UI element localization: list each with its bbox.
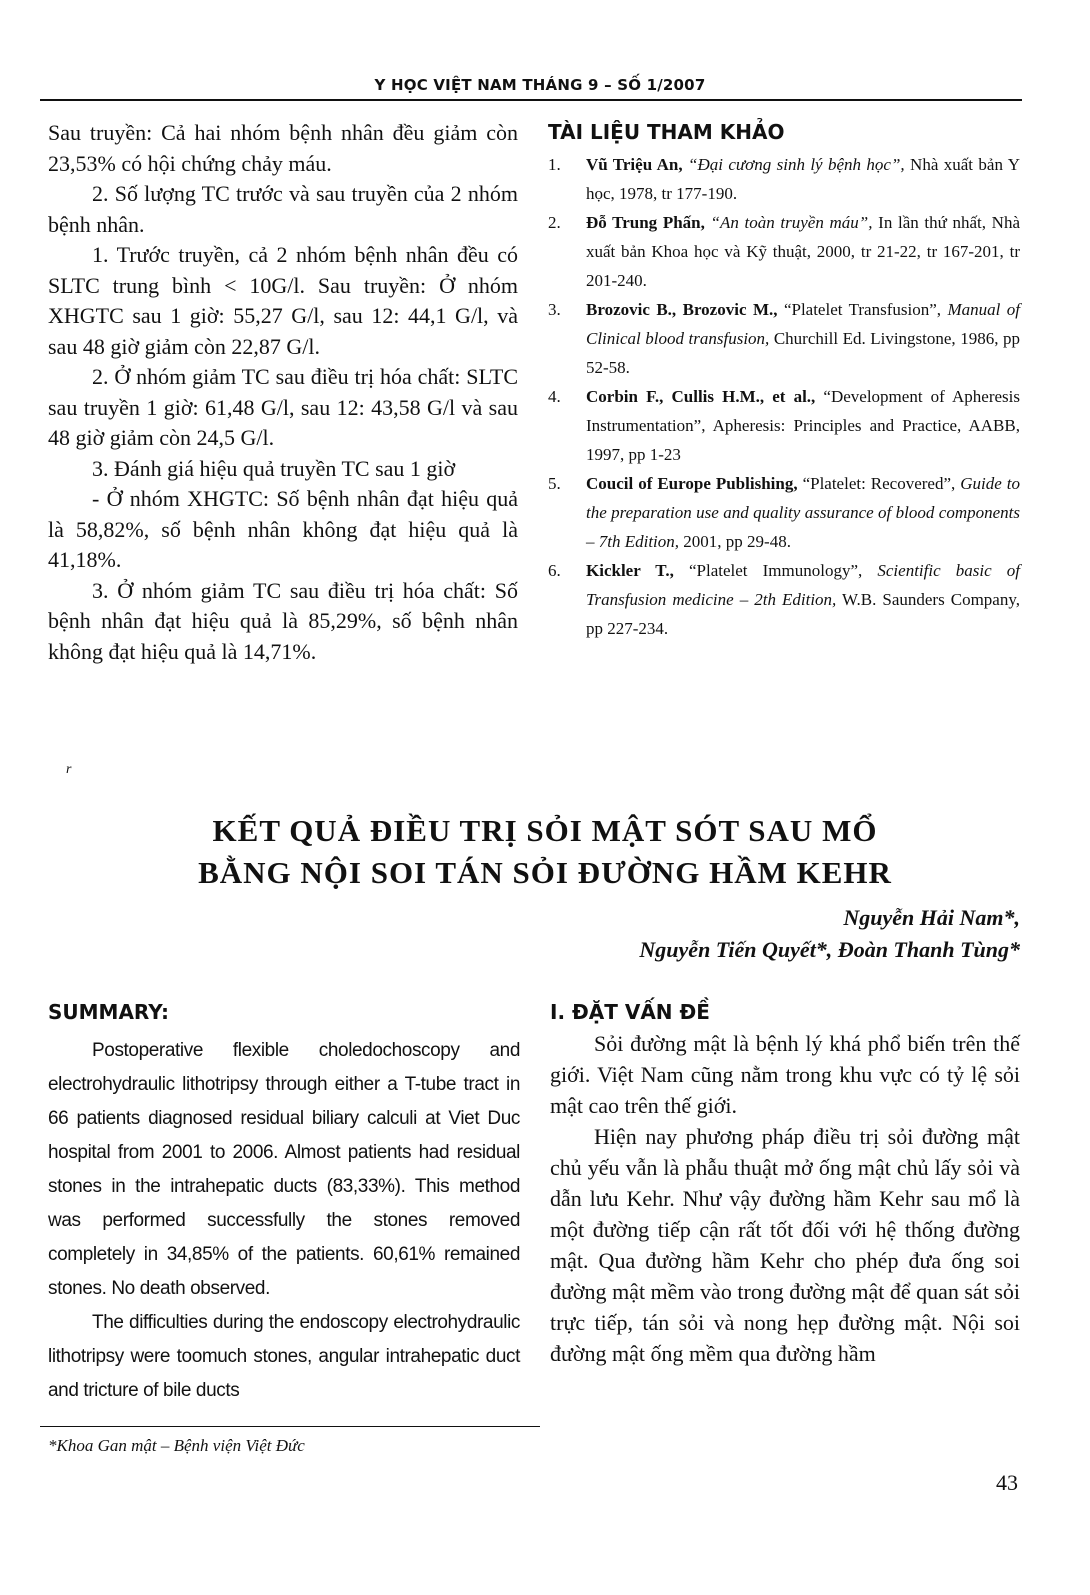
reference-number: 2. <box>548 213 561 232</box>
reference-item <box>548 295 1020 382</box>
reference-article: “Development of Apheresis Instrumentation”, Apheresis: Principles and Practice, AABB, 1997, pp 1-23 <box>586 387 1020 464</box>
reference-item <box>548 208 1020 295</box>
reference-title: Guide to the preparation use and quality assurance of blood components – 7th Edition, <box>586 474 1020 551</box>
reference-number: 3. <box>548 300 561 319</box>
reference-details: W.B. Saunders Company, pp 227-234. <box>586 590 1020 638</box>
results-paragraph: Sau truyền: Cả hai nhóm bệnh nhân đều giảm còn 23,53% có hội chứng chảy máu. <box>48 120 518 176</box>
reference-item <box>548 382 1020 469</box>
results-paragraph: 3. Đánh giá hiệu quả truyền TC sau 1 giờ <box>92 455 456 481</box>
reference-number: 4. <box>548 387 561 406</box>
reference-author: Vũ Triệu An, <box>586 155 683 174</box>
footnote: *Khoa Gan mật – Bệnh viện Việt Đức <box>48 1436 305 1455</box>
reference-title: Manual of Clinical blood transfusion, <box>586 300 1021 348</box>
reference-author: Đỗ Trung Phấn, <box>586 213 705 232</box>
references-section <box>548 120 1020 643</box>
reference-article: “Platelet Immunology”, <box>673 561 878 580</box>
introduction-heading: I. ĐẶT VẤN ĐỀ <box>550 1000 710 1024</box>
reference-details: In lần thứ nhất, Nhà xuất bản Khoa học và Kỹ thuật, 2000, tr 21-22, tr 167-201, tr 201-240. <box>586 213 1021 290</box>
footnote-rule <box>40 1426 540 1427</box>
reference-title: Scientific basic of Transfusion medicine – 2th Edition, <box>586 561 1020 609</box>
reference-article: “Platelet Transfusion”, <box>777 300 948 319</box>
author-line: Nguyễn Hải Nam*, <box>843 905 1020 930</box>
reference-number: 5. <box>548 474 561 493</box>
reference-details: Churchill Ed. Livingstone, 1986, pp 52-58. <box>586 329 1020 377</box>
results-column <box>48 118 518 667</box>
reference-details: Nhà xuất bản Y học, 1978, tr 177-190. <box>586 155 1020 203</box>
reference-item <box>548 150 1020 208</box>
reference-author: Coucil of Europe Publishing, <box>586 474 798 493</box>
summary-section <box>48 1000 520 1408</box>
results-paragraph: 3. Ở nhóm giảm TC sau điều trị hóa chất: Số bệnh nhân đạt hiệu quả là 85,29%, số bệnh nhân không đạt hiệu quả là 14,71%. <box>48 577 518 664</box>
reference-article: “Platelet: Recovered”, <box>797 474 961 493</box>
reference-author: Brozovic B., Brozovic M., <box>586 300 778 319</box>
reference-title: “An toàn truyền máu”, <box>710 213 873 232</box>
article-title-line: BẰNG NỘI SOI TÁN SỎI ĐƯỜNG HẦM KEHR <box>198 855 892 890</box>
reference-author: Corbin F., Cullis H.M., et al., <box>586 387 816 406</box>
results-paragraph: 1. Trước truyền, cả 2 nhóm bệnh nhân đều có SLTC trung bình < 10G/l. Sau truyền: Ở nhóm XHGTC sau 1 giờ: 55,27 G/l, sau 12: 44,1 G/l, và sau 48 giờ giảm còn 22,87 G/l. <box>48 242 518 359</box>
references-list <box>548 150 1020 643</box>
article-title <box>80 810 1010 894</box>
reference-number: 1. <box>548 155 561 174</box>
introduction-section <box>550 1000 1020 1369</box>
reference-title: “Đại cương sinh lý bệnh học”, <box>687 155 905 174</box>
results-paragraph: 2. Ở nhóm giảm TC sau điều trị hóa chất: SLTC sau truyền 1 giờ: 61,48 G/l, sau 12: 43,58 G/l và sau 48 giờ giảm còn 24,5 G/l. <box>48 364 518 450</box>
reference-item <box>548 556 1020 643</box>
results-paragraph: - Ở nhóm XHGTC: Số bệnh nhân đạt hiệu quả là 58,82%, số bệnh nhân không đạt hiệu quả là 41,18%. <box>48 486 518 572</box>
summary-heading: SUMMARY: <box>48 1000 169 1024</box>
reference-details: 2001, pp 29-48. <box>679 532 791 551</box>
running-header: Y HỌC VIỆT NAM THÁNG 9 – SỐ 1/2007 <box>374 76 706 94</box>
article-authors <box>420 902 1020 966</box>
page-number: 43 <box>996 1470 1018 1495</box>
summary-paragraph: The difficulties during the endoscopy electrohydraulic lithotripsy were toomuch stones, angular intrahepatic duct and tricture of bile ducts <box>48 1312 520 1401</box>
header-rule <box>40 99 1022 101</box>
article-title-line: KẾT QUẢ ĐIỀU TRỊ SỎI MẬT SÓT SAU MỔ <box>212 813 878 848</box>
reference-item <box>548 469 1020 556</box>
references-heading: TÀI LIỆU THAM KHẢO <box>548 120 785 144</box>
reference-author: Kickler T., <box>586 561 674 580</box>
author-line: Nguyễn Tiến Quyết*, Đoàn Thanh Tùng* <box>639 937 1020 962</box>
introduction-paragraph: Hiện nay phương pháp điều trị sỏi đường mật chủ yếu vẫn là phẫu thuật mở ống mật chủ lấy sỏi và dẫn lưu Kehr. Như vậy đường hầm Kehr sau mổ là một đường tiếp cận rất tốt đối với hệ thống đường mật. Qua đường hầm Kehr cho phép đưa ống soi đường mật mềm vào trong đường mật để quan sát sỏi trực tiếp, tán sỏi và nong hẹp đường mật. Nội soi đường mật ống mềm qua đường hầm <box>550 1124 1020 1366</box>
results-paragraph: 2. Số lượng TC trước và sau truyền của 2 nhóm bệnh nhân. <box>48 181 518 237</box>
stray-mark: r <box>66 762 72 777</box>
summary-paragraph: Postoperative flexible choledochoscopy and electrohydraulic lithotripsy through either a T-tube tract in 66 patients diagnosed residual biliary calculi at Viet Duc hospital from 2001 to 2006. Almost patients had residual stones in the intrahepatic ducts (83,33%). This method was performed successfully the stones removed completely in 34,85% of the patients. 60,61% remained stones. No death observed. <box>48 1040 520 1299</box>
introduction-paragraph: Sỏi đường mật là bệnh lý khá phổ biến trên thế giới. Việt Nam cũng nằm trong khu vực có tỷ lệ sỏi mật cao trên thế giới. <box>550 1031 1020 1118</box>
reference-number: 6. <box>548 561 561 580</box>
